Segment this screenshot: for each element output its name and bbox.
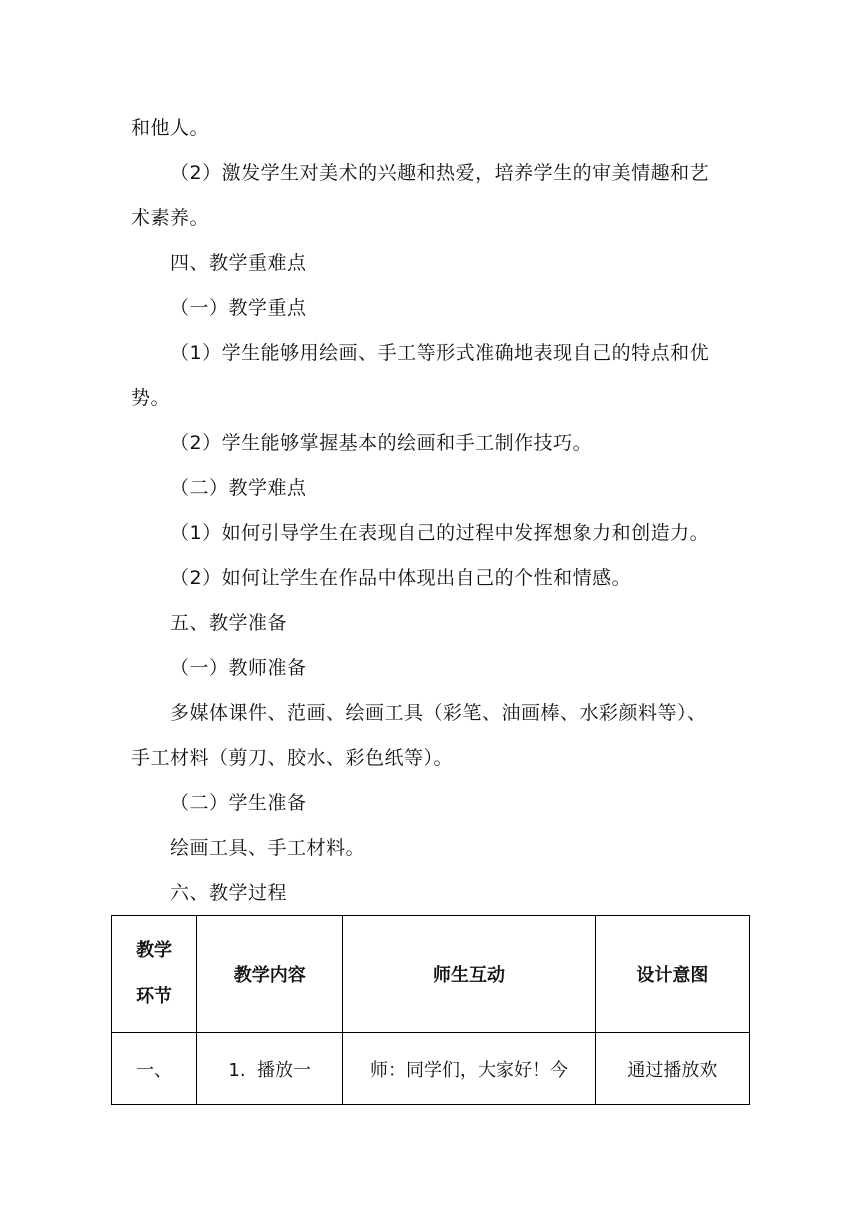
paragraph: 绘画工具、手工材料。 (170, 837, 366, 859)
header-cell-intent: 设计意图 (595, 916, 749, 1033)
paragraph: （1）学生能够用绘画、手工等形式准确地表现自己的特点和优 (170, 342, 710, 364)
table-cell: 师：同学们，大家好！今 (343, 1033, 595, 1105)
paragraph: 势。 (131, 387, 171, 409)
paragraph: （2）激发学生对美术的兴趣和热爱，培养学生的审美情趣和艺 (170, 162, 710, 184)
section-heading: 四、教学重难点 (170, 252, 307, 274)
paragraph: 和他人。 (131, 117, 210, 139)
table-header-row (112, 916, 750, 1033)
paragraph: 多媒体课件、范画、绘画工具（彩笔、油画棒、水彩颜料等）、 (170, 702, 707, 724)
header-cell-stage: 教学 环节 (112, 916, 197, 1033)
paragraph: （2）如何让学生在作品中体现出自己的个性和情感。 (170, 567, 632, 589)
subsection-heading: （一）教师准备 (170, 657, 307, 679)
table-cell: 一、 (112, 1033, 197, 1105)
table-cell: 通过播放欢 (595, 1033, 749, 1105)
table-row (112, 1033, 750, 1105)
subsection-heading: （二）教学难点 (170, 477, 307, 499)
section-heading: 六、教学过程 (170, 882, 288, 904)
paragraph: （1）如何引导学生在表现自己的过程中发挥想象力和创造力。 (170, 522, 710, 544)
subsection-heading: （二）学生准备 (170, 792, 307, 814)
header-cell-content: 教学内容 (197, 916, 343, 1033)
paragraph: 术素养。 (131, 207, 210, 229)
subsection-heading: （一）教学重点 (170, 297, 307, 319)
header-cell-interaction: 师生互动 (343, 916, 595, 1033)
table-cell: 1. 播放一 (197, 1033, 343, 1105)
paragraph: （2）学生能够掌握基本的绘画和手工制作技巧。 (170, 432, 593, 454)
section-heading: 五、教学准备 (170, 612, 288, 634)
paragraph: 手工材料（剪刀、胶水、彩色纸等）。 (131, 747, 454, 769)
teaching-process-table (111, 915, 750, 1105)
